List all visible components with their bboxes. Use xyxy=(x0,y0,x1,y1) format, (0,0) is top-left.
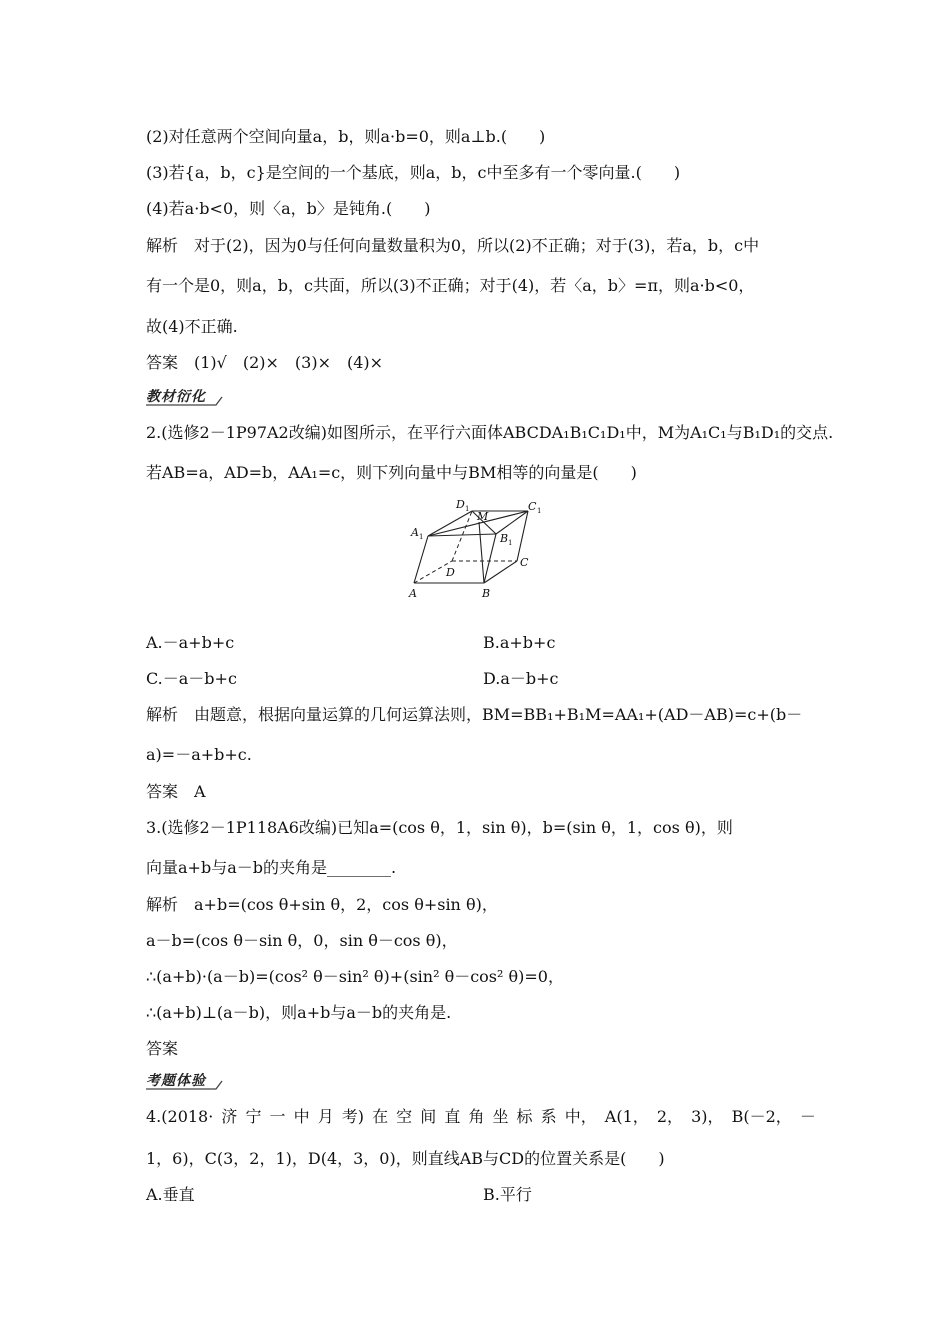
problem-2-solution-line-2: a)=－a+b+c. xyxy=(146,745,252,764)
problem-4-line-1-token: 月 xyxy=(317,1107,334,1126)
problem-4-line-1-token: 间 xyxy=(420,1107,437,1126)
problem-4-line-1-token: 考) xyxy=(341,1107,365,1126)
label-vertex-C: C xyxy=(520,556,529,569)
label-vertex-B1: B xyxy=(500,532,509,545)
problem-4-line-1-token: 一 xyxy=(269,1107,286,1126)
label-vertex-D: D xyxy=(446,566,455,579)
problem-4-line-1-token: 3)， xyxy=(691,1107,724,1126)
problem-2-option-c: C.－a－b+c xyxy=(146,669,237,688)
section-label: 考题体验 xyxy=(146,1073,206,1089)
problem-3-solution-line-3: ∴(a+b)·(a－b)=(cos² θ－sin² θ)+(sin² θ－cos² θ)=0， xyxy=(146,967,564,986)
question-4-statement: (4)若a·b<0，则〈a，b〉是钝角.( ) xyxy=(146,199,431,218)
problem-4-option-b: B.平行 xyxy=(483,1185,532,1204)
problem-4-line-1-token: 宁 xyxy=(245,1107,262,1126)
label-vertex-A1: A xyxy=(411,526,419,539)
problem-2-option-d: D.a－b+c xyxy=(483,669,559,688)
problem-3-line-2: 向量a+b与a－b的夹角是________. xyxy=(146,858,397,877)
problem-4-line-1 xyxy=(146,1106,816,1128)
problem-2-solution-line-1: 解析 由题意，根据向量运算的几何运算法则，BM=BB₁+B₁M=AA₁+(AD－AB)=c+(b－ xyxy=(146,705,803,724)
problem-4-option-a: A.垂直 xyxy=(146,1185,195,1204)
solution-1-line-2: 有一个是0，则a，b，c共面，所以(3)不正确；对于(4)，若〈a，b〉=π，则a·b<0， xyxy=(146,276,755,295)
problem-3-solution-line-4: ∴(a+b)⊥(a－b)，则a+b与a－b的夹角是. xyxy=(146,1003,452,1022)
problem-4-line-2: 1，6)，C(3，2，1)，D(4，3，0)，则直线AB与CD的位置关系是( ) xyxy=(146,1149,665,1168)
subscript-B1: 1 xyxy=(508,539,513,547)
label-point-M: M xyxy=(477,510,489,523)
problem-4-line-1-token: － xyxy=(799,1107,816,1126)
problem-3-solution-line-1: 解析 a+b=(cos θ+sin θ，2，cos θ+sin θ)， xyxy=(146,895,498,914)
problem-2-line-1: 2.(选修2－1P97A2改编)如图所示，在平行六面体ABCDA₁B₁C₁D₁中，M为A₁C₁与B₁D₁的交点. xyxy=(146,423,834,442)
section-label: 教材衍化 xyxy=(146,389,206,405)
problem-4-line-1-token: 直 xyxy=(444,1107,461,1126)
question-2-statement: (2)对任意两个空间向量a，b，则a·b=0，则a⊥b.( ) xyxy=(146,127,546,146)
subscript-C1: 1 xyxy=(537,507,542,515)
parallelepiped-diagram xyxy=(400,496,550,602)
problem-4-line-1-token: 中 xyxy=(293,1107,310,1126)
problem-4-line-1-token: 角 xyxy=(468,1107,485,1126)
problem-4-line-1-token: A(1， xyxy=(604,1107,649,1126)
problem-3-line-1: 3.(选修2－1P118A6改编)已知a=(cos θ，1，sin θ)，b=(sin θ，1，cos θ)，则 xyxy=(146,818,733,837)
problem-3-answer: 答案 xyxy=(146,1039,179,1058)
problem-2-line-2: 若AB=a，AD=b，AA₁=c，则下列向量中与BM相等的向量是( ) xyxy=(146,463,637,482)
label-vertex-D1: D xyxy=(456,498,465,511)
problem-2-answer: 答案 A xyxy=(146,782,206,801)
question-3-statement: (3)若{a，b，c}是空间的一个基底，则a，b，c中至多有一个零向量.( ) xyxy=(146,163,681,182)
problem-4-line-1-token: 中， xyxy=(564,1107,597,1126)
section-underline-icon xyxy=(146,1070,226,1092)
problem-4-line-1-token: 济 xyxy=(221,1107,238,1126)
section-header-exam xyxy=(146,1070,226,1092)
solution-1-line-1: 解析 对于(2)，因为0与任何向量数量积为0，所以(2)不正确；对于(3)，若a，b，c中 xyxy=(146,236,760,255)
answer-1: 答案 (1)√ (2)× (3)× (4)× xyxy=(146,353,384,372)
problem-3-solution-line-2: a－b=(cos θ－sin θ，0，sin θ－cos θ)， xyxy=(146,931,458,950)
problem-4-line-1-token: 系 xyxy=(540,1107,557,1126)
label-vertex-A: A xyxy=(409,587,417,600)
section-underline-icon xyxy=(146,386,226,408)
problem-4-line-1-token: 坐 xyxy=(492,1107,509,1126)
problem-4-line-1-token: 标 xyxy=(516,1107,533,1126)
label-vertex-C1: C xyxy=(528,500,537,513)
problem-2-option-a: A.－a+b+c xyxy=(146,633,235,652)
solution-1-line-3: 故(4)不正确. xyxy=(146,317,238,336)
subscript-A1: 1 xyxy=(419,533,424,541)
parallelepiped-figure xyxy=(400,496,550,602)
section-header-textbook xyxy=(146,386,226,408)
problem-4-line-1-token: 空 xyxy=(396,1107,413,1126)
subscript-D1: 1 xyxy=(465,505,470,513)
problem-4-line-1-token: 2， xyxy=(656,1107,684,1126)
label-vertex-B: B xyxy=(482,587,491,600)
problem-4-line-1-token: 在 xyxy=(372,1107,389,1126)
problem-2-option-b: B.a+b+c xyxy=(483,633,556,652)
problem-4-line-1-token: 4.(2018· xyxy=(146,1107,214,1126)
problem-4-line-1-token: B(－2， xyxy=(731,1107,792,1126)
